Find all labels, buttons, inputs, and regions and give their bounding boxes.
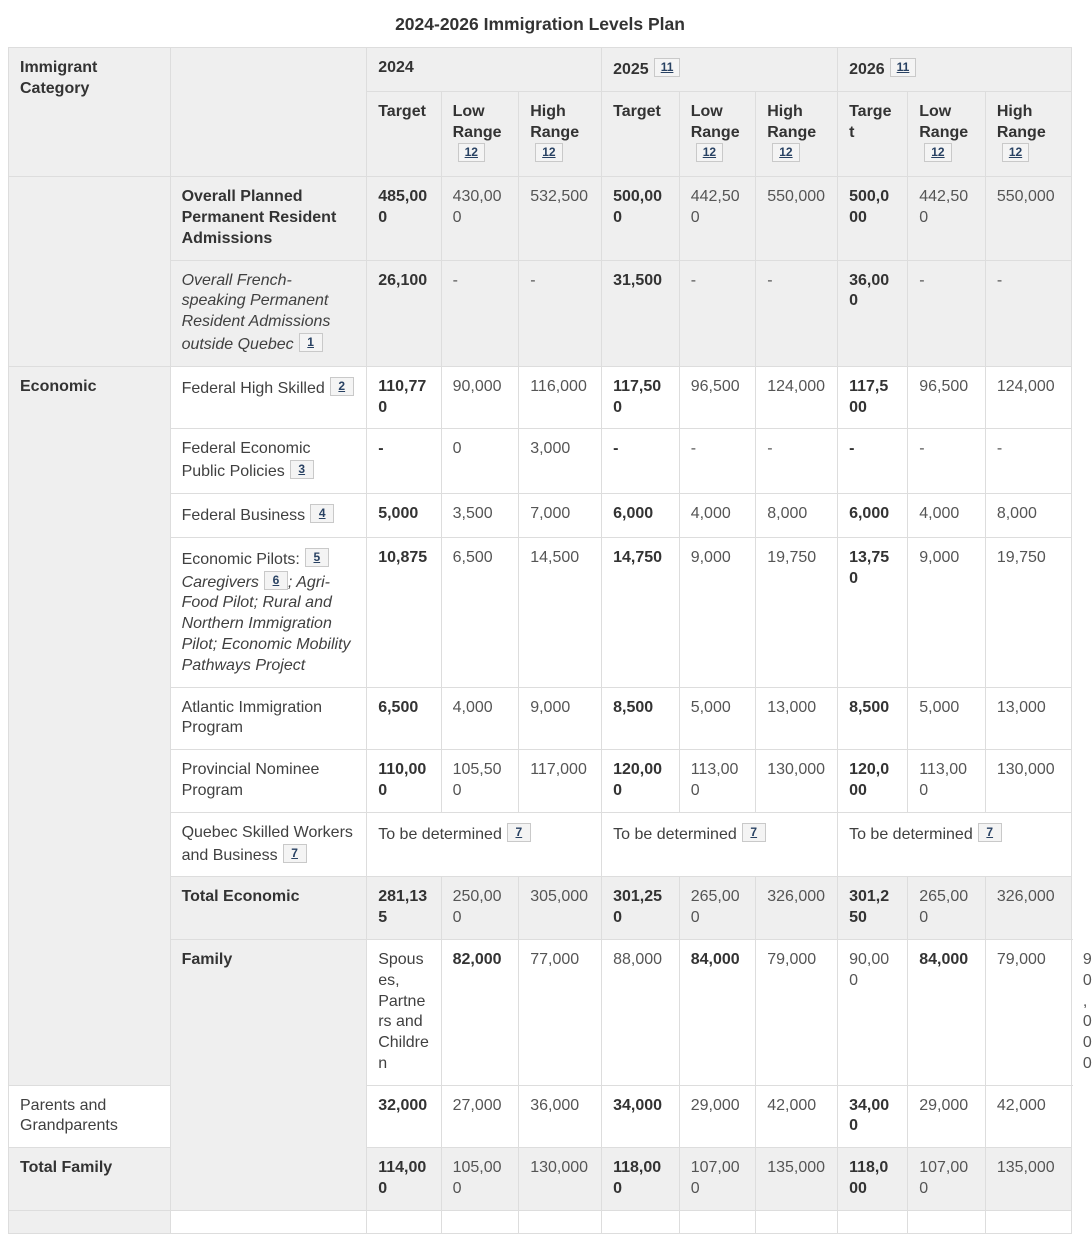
- table-body: [9, 177, 1072, 1234]
- value-cell: 550,000: [756, 177, 838, 260]
- value-cell: 8,000: [756, 493, 838, 537]
- target-cell: 31,500: [602, 260, 680, 366]
- value-cell: 113,000: [908, 750, 986, 813]
- value-cell: [756, 1210, 838, 1233]
- value-cell: 29,000: [908, 1085, 986, 1148]
- value-cell: 0: [441, 429, 519, 494]
- row-label: [170, 1210, 367, 1233]
- target-cell: 117,500: [838, 366, 908, 429]
- target-cell: 34,000: [838, 1085, 908, 1148]
- target-cell: 36,000: [838, 260, 908, 366]
- value-cell: 442,500: [908, 177, 986, 260]
- target-cell: 301,250: [838, 877, 908, 940]
- value-cell: 19,750: [985, 537, 1071, 687]
- value-cell: 36,000: [519, 1085, 602, 1148]
- high-range-header-2026: High Range 12: [985, 91, 1071, 176]
- target-header-2026: Target: [838, 91, 908, 176]
- footnote-link-12[interactable]: 12: [772, 143, 799, 162]
- value-cell: 124,000: [756, 366, 838, 429]
- footnote-link-7[interactable]: 7: [507, 823, 531, 842]
- section-header-economic: Economic: [9, 366, 171, 1085]
- value-cell: 3,500: [441, 493, 519, 537]
- value-cell: 105,000: [441, 1148, 519, 1211]
- footnote-link-6[interactable]: 6: [264, 571, 288, 590]
- footnote-link-12[interactable]: 12: [535, 143, 562, 162]
- target-cell: 8,500: [838, 687, 908, 750]
- value-cell: 113,000: [679, 750, 756, 813]
- row-label-text: Parents and Grandparents: [20, 1097, 118, 1135]
- target-cell: [367, 1210, 441, 1233]
- value-cell: 42,000: [756, 1085, 838, 1148]
- target-cell: 114,000: [367, 1148, 441, 1211]
- target-cell: 84,000: [679, 939, 756, 1085]
- target-cell: -: [602, 429, 680, 494]
- row-label-text: Spouses, Partners and Children: [378, 951, 429, 1072]
- value-cell: 4,000: [679, 493, 756, 537]
- value-cell: -: [985, 429, 1071, 494]
- immigrant-category-header: Immigrant Category: [9, 48, 171, 177]
- footnote-link-7[interactable]: 7: [742, 823, 766, 842]
- value-cell: -: [908, 260, 986, 366]
- row-label-text: Overall Planned Permanent Resident Admissions: [182, 188, 337, 247]
- tbd-cell: To be determined 7: [602, 812, 838, 877]
- target-cell: 10,875: [367, 537, 441, 687]
- table-row: [9, 1210, 1072, 1233]
- target-cell: 110,770: [367, 366, 441, 429]
- footnote-link-7[interactable]: 7: [978, 823, 1002, 842]
- value-cell: 27,000: [441, 1085, 519, 1148]
- value-cell: 305,000: [519, 877, 602, 940]
- row-label: [9, 1148, 171, 1211]
- section-header-blank: [9, 1210, 171, 1233]
- value-cell: 105,500: [441, 750, 519, 813]
- row-label-text: Total Economic: [182, 888, 300, 905]
- value-cell: 79,000: [756, 939, 838, 1085]
- year-2024-header: [367, 48, 602, 92]
- value-cell: [441, 1210, 519, 1233]
- footnote-link-12[interactable]: 12: [458, 143, 485, 162]
- value-cell: 430,000: [441, 177, 519, 260]
- row-label: [9, 1085, 171, 1148]
- footnote-link-7[interactable]: 7: [283, 844, 307, 863]
- value-cell: 250,000: [441, 877, 519, 940]
- target-cell: 500,000: [838, 177, 908, 260]
- value-cell: 90,000: [838, 939, 908, 1085]
- row-label: [170, 429, 367, 494]
- value-cell: 9,000: [519, 687, 602, 750]
- year-2026-header: [838, 48, 1072, 92]
- value-cell: 265,000: [908, 877, 986, 940]
- value-cell: -: [985, 260, 1071, 366]
- footnote-link-11[interactable]: 11: [654, 58, 681, 77]
- target-cell: 26,100: [367, 260, 441, 366]
- value-cell: -: [756, 429, 838, 494]
- row-label: [170, 493, 367, 537]
- value-cell: [679, 1210, 756, 1233]
- target-header-2025: Target: [602, 91, 680, 176]
- target-cell: 8,500: [602, 687, 680, 750]
- value-cell: 42,000: [985, 1085, 1071, 1148]
- value-cell: 130,000: [756, 750, 838, 813]
- footnote-link-3[interactable]: 3: [290, 460, 314, 479]
- target-cell: 6,000: [838, 493, 908, 537]
- section-header-family: Family: [170, 939, 367, 1210]
- target-cell: 110,000: [367, 750, 441, 813]
- target-cell: 82,000: [441, 939, 519, 1085]
- value-cell: 96,500: [679, 366, 756, 429]
- year-header-row: [9, 48, 1072, 92]
- row-label-text: Quebec Skilled Workers and Business: [182, 824, 353, 864]
- target-cell: 500,000: [602, 177, 680, 260]
- footnote-link-5[interactable]: 5: [305, 548, 329, 567]
- row-label: [170, 750, 367, 813]
- value-cell: 532,500: [519, 177, 602, 260]
- target-cell: 13,750: [838, 537, 908, 687]
- row-label: [170, 366, 367, 429]
- footnote-link-2[interactable]: 2: [330, 377, 354, 396]
- target-cell: 6,000: [602, 493, 680, 537]
- tbd-cell: To be determined 7: [367, 812, 602, 877]
- footnote-link-12[interactable]: 12: [696, 143, 723, 162]
- value-cell: 90,000: [441, 366, 519, 429]
- row-label: [170, 877, 367, 940]
- value-cell: 13,000: [985, 687, 1071, 750]
- value-cell: 13,000: [756, 687, 838, 750]
- target-cell: 281,135: [367, 877, 441, 940]
- high-range-header-2024: High Range 12: [519, 91, 602, 176]
- value-cell: 5,000: [679, 687, 756, 750]
- target-cell: 120,000: [838, 750, 908, 813]
- value-cell: 6,500: [441, 537, 519, 687]
- value-cell: -: [679, 260, 756, 366]
- value-cell: 19,750: [756, 537, 838, 687]
- value-cell: 9,000: [908, 537, 986, 687]
- value-cell: [519, 1210, 602, 1233]
- value-cell: -: [756, 260, 838, 366]
- value-cell: -: [679, 429, 756, 494]
- value-cell: 107,000: [908, 1148, 986, 1211]
- immigration-levels-table: [8, 47, 1072, 1234]
- value-cell: 29,000: [679, 1085, 756, 1148]
- value-cell: 79,000: [985, 939, 1071, 1085]
- footnote-link-11[interactable]: 11: [890, 58, 917, 77]
- target-cell: -: [367, 429, 441, 494]
- target-cell: 485,000: [367, 177, 441, 260]
- value-cell: 130,000: [985, 750, 1071, 813]
- target-cell: 14,750: [602, 537, 680, 687]
- target-cell: 301,250: [602, 877, 680, 940]
- value-cell: 326,000: [756, 877, 838, 940]
- year-2025-header: [602, 48, 838, 92]
- value-cell: [985, 1210, 1071, 1233]
- target-cell: 117,500: [602, 366, 680, 429]
- table-row: [9, 366, 1072, 429]
- target-cell: -: [838, 429, 908, 494]
- target-header-2024: Target: [367, 91, 441, 176]
- low-range-header-2024: Low Range 12: [441, 91, 519, 176]
- table-row: [9, 1148, 1072, 1211]
- value-cell: [908, 1210, 986, 1233]
- target-cell: 5,000: [367, 493, 441, 537]
- value-cell: 5,000: [908, 687, 986, 750]
- value-cell: 7,000: [519, 493, 602, 537]
- value-cell: 8,000: [985, 493, 1071, 537]
- row-label-text: ; Agri-Food Pilot; Rural and Northern Immigration Pilot; Economic Mobility Pathways Project: [182, 574, 351, 674]
- row-label: [170, 537, 367, 687]
- value-cell: 96,500: [908, 366, 986, 429]
- value-cell: 326,000: [985, 877, 1071, 940]
- row-label: [170, 260, 367, 366]
- footnote-link-1[interactable]: 1: [299, 333, 323, 352]
- year-2026-label: 2026: [849, 61, 885, 78]
- value-cell: 135,000: [756, 1148, 838, 1211]
- target-cell: 34,000: [602, 1085, 680, 1148]
- target-cell: [602, 1210, 680, 1233]
- low-range-header-2026: Low Range 12: [908, 91, 986, 176]
- target-cell: 120,000: [602, 750, 680, 813]
- row-label-text: Provincial Nominee Program: [182, 761, 320, 799]
- section-header-blank: [9, 177, 171, 367]
- value-cell: 88,000: [602, 939, 680, 1085]
- row-label-text: Economic Pilots:: [182, 551, 300, 568]
- year-2024-label: 2024: [378, 59, 414, 76]
- row-label-text: Total Family: [20, 1159, 112, 1176]
- target-cell: [838, 1210, 908, 1233]
- value-cell: 116,000: [519, 366, 602, 429]
- value-cell: 130,000: [519, 1148, 602, 1211]
- value-cell: 3,000: [519, 429, 602, 494]
- value-cell: -: [908, 429, 986, 494]
- value-cell: 4,000: [441, 687, 519, 750]
- year-2025-label: 2025: [613, 61, 649, 78]
- row-label-text: Overall French-speaking Permanent Resident Admissions outside Quebec: [182, 272, 331, 353]
- target-cell: 32,000: [367, 1085, 441, 1148]
- row-label-text: Atlantic Immigration Program: [182, 699, 323, 737]
- row-label: [170, 177, 367, 260]
- row-label: [170, 812, 367, 877]
- table-row: [9, 177, 1072, 260]
- row-label: [170, 687, 367, 750]
- value-cell: -: [441, 260, 519, 366]
- target-cell: 118,000: [838, 1148, 908, 1211]
- target-cell: 84,000: [908, 939, 986, 1085]
- footnote-link-12[interactable]: 12: [924, 143, 951, 162]
- value-cell: 442,500: [679, 177, 756, 260]
- footnote-link-4[interactable]: 4: [310, 504, 334, 523]
- row-label-text: Federal Economic Public Policies: [182, 440, 311, 480]
- footnote-link-12[interactable]: 12: [1002, 143, 1029, 162]
- page-title: 2024-2026 Immigration Levels Plan: [8, 14, 1072, 35]
- value-cell: 117,000: [519, 750, 602, 813]
- low-range-header-2025: Low Range 12: [679, 91, 756, 176]
- high-range-header-2025: High Range 12: [756, 91, 838, 176]
- row-label-text: Federal Business: [182, 507, 306, 524]
- value-cell: 14,500: [519, 537, 602, 687]
- target-cell: 118,000: [602, 1148, 680, 1211]
- row-label-text: Caregivers: [182, 574, 259, 591]
- row-label-text: Federal High Skilled: [182, 380, 325, 397]
- row-label: [367, 939, 441, 1085]
- value-cell: -: [519, 260, 602, 366]
- value-cell: 9,000: [679, 537, 756, 687]
- value-cell: 550,000: [985, 177, 1071, 260]
- value-cell: 77,000: [519, 939, 602, 1085]
- value-cell: 4,000: [908, 493, 986, 537]
- tbd-cell: To be determined 7: [838, 812, 1072, 877]
- target-cell: 6,500: [367, 687, 441, 750]
- blank-header: [170, 48, 367, 177]
- table-row: [9, 1085, 1072, 1148]
- value-cell: 107,000: [679, 1148, 756, 1211]
- value-cell: 124,000: [985, 366, 1071, 429]
- value-cell: 135,000: [985, 1148, 1071, 1211]
- value-cell: 265,000: [679, 877, 756, 940]
